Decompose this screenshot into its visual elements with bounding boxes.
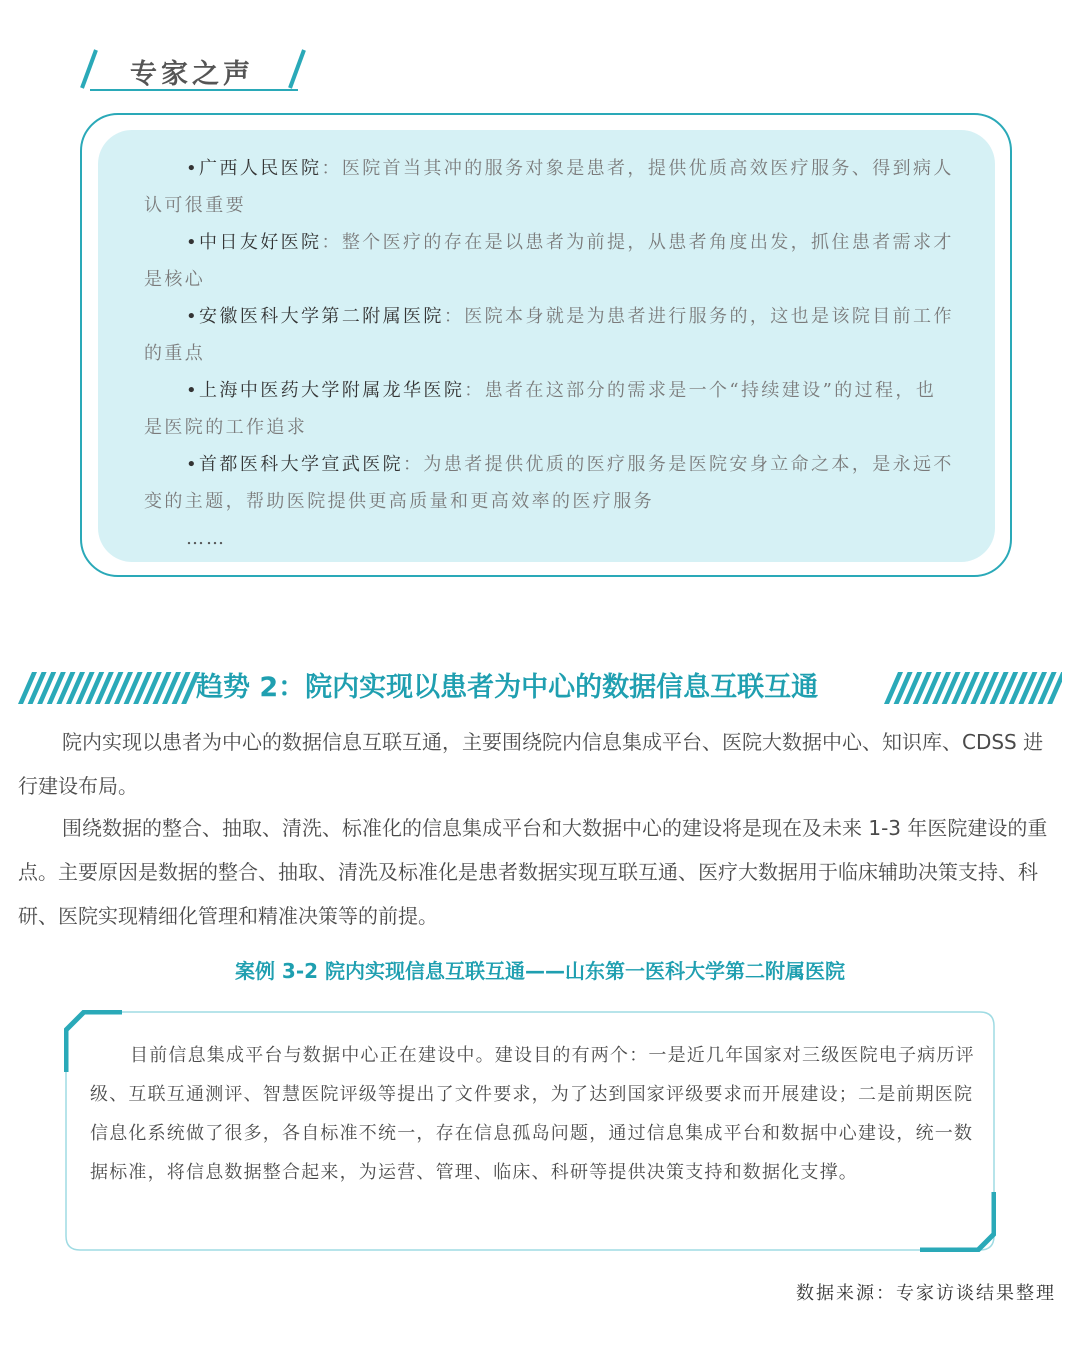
expert-ellipsis: ……: [186, 528, 226, 549]
case-title: 案例 3-2 院内实现信息互联互通——山东第一医科大学第二附属医院: [234, 959, 846, 983]
case-body: 目前信息集成平台与数据中心正在建设中。建设目的有两个：一是近几年国家对三级医院电子病历评级、互联互通测评、智慧医院评级等提出了文件要求，为了达到国家评级要求而开展建设；二是前期医院信息化系统做了很多，各自标准不统一，存在信息孤岛问题，通过信息集成平台和数据中心建设，统一数据标准，将信息数据整合起来，为运营、管理、临床、科研等提供决策支持和数据化支撑。: [90, 1045, 975, 1183]
hospital-name: 首都医科大学宣武医院: [199, 454, 404, 475]
expert-panel: [98, 130, 995, 562]
expert-section-title: 专家之声: [130, 59, 254, 90]
hospital-name: 上海中医药大学附属龙华医院: [199, 380, 465, 401]
data-source-note: 数据来源：专家访谈结果整理: [796, 1283, 1056, 1304]
hospital-name: 安徽医科大学第二附属医院: [199, 306, 444, 327]
expert-quote: •上海中医药大学附属龙华医院：患者在这部分的需求是一个“持续建设”的过程，也是医院的工作追求: [144, 380, 937, 438]
expert-quote: •安徽医科大学第二附属医院：医院本身就是为患者进行服务的，这也是该院目前工作的重点: [144, 306, 954, 364]
expert-quote: •首都医科大学宣武医院：为患者提供优质的医疗服务是医院安身立命之本，是永远不变的主题，帮助医院提供更高质量和更高效率的医疗服务: [144, 454, 954, 512]
body-paragraph: 围绕数据的整合、抽取、清洗、标准化的信息集成平台和大数据中心的建设将是现在及未来 1-3 年医院建设的重点。主要原因是数据的整合、抽取、清洗及标准化是患者数据实现互联互通、医疗大数据用于临床辅助决策支持、科研、医院实现精细化管理和精准决策等的前提。: [18, 816, 1048, 928]
expert-quote: •中日友好医院：整个医疗的存在是以患者为前提，从患者角度出发，抓住患者需求才是核心: [144, 232, 954, 290]
hospital-name: 中日友好医院: [199, 232, 322, 253]
hospital-name: 广西人民医院: [199, 158, 322, 179]
expert-quote: •广西人民医院：医院首当其冲的服务对象是患者，提供优质高效医疗服务、得到病人认可很重要: [144, 158, 954, 216]
trend-heading: 趋势 2：院内实现以患者为中心的数据信息互联互通: [196, 672, 819, 703]
expert-section-tab: [78, 44, 310, 92]
body-paragraph: 院内实现以患者为中心的数据信息互联互通，主要围绕院内信息集成平台、医院大数据中心、知识库、CDSS 进行建设布局。: [18, 730, 1044, 798]
